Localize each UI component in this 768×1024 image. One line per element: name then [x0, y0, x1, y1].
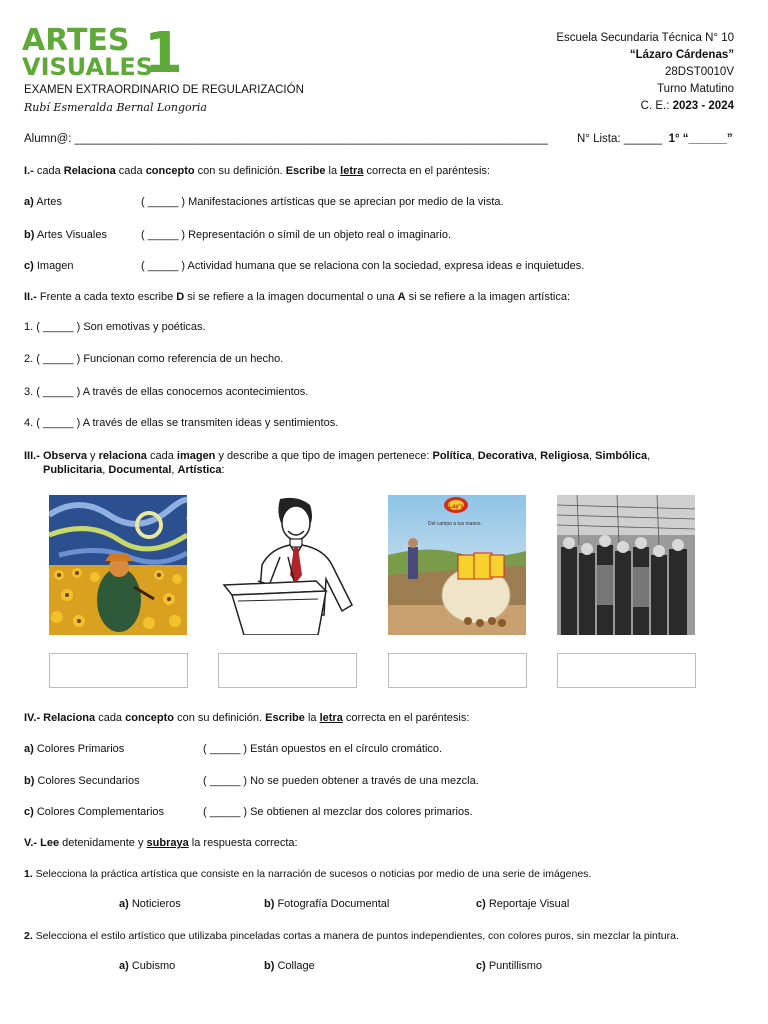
ad-brand: Lay's [448, 504, 464, 510]
instr-text: correcta en el paréntesis: [363, 165, 490, 177]
s2-item-3[interactable]: 3. ( _____ ) A través de ellas conocemos acontecimientos. [24, 386, 309, 398]
option-text: Collage [274, 960, 315, 972]
q2-option-a[interactable] [119, 960, 175, 972]
kw-concepto: concepto [145, 165, 195, 177]
option-text: Cubismo [128, 960, 176, 972]
section-3-number: III.- [24, 450, 40, 462]
kw-subraya: subraya [146, 837, 189, 849]
section-1-instructions [24, 165, 490, 177]
list-number-blank[interactable]: ______ [623, 133, 663, 145]
item-term: Imagen [36, 260, 74, 272]
q1-option-c[interactable] [476, 898, 569, 910]
s1-item-c [24, 260, 74, 272]
logo-line-1: ARTES [22, 23, 130, 58]
politician-podium-image [218, 495, 356, 635]
option-letter: b) [264, 960, 275, 972]
item-term: Colores Complementarios [36, 806, 165, 818]
section-3-instructions-line2: Publicitaria, Documental, Artística: [43, 464, 225, 476]
section-2-number: II.- [24, 291, 37, 303]
item-letter: b) [24, 229, 35, 241]
van-gogh-painting-image [49, 495, 187, 635]
instr-text: si se refiere a la imagen documental o una [184, 291, 398, 303]
s1-def-a[interactable]: ( _____ ) Manifestaciones artísticas que se aprecian por medio de la vista. [141, 196, 504, 208]
option-text: Noticieros [128, 898, 181, 910]
instr-text: la [304, 712, 320, 724]
option-letter: a) [119, 898, 129, 910]
item-term: Artes [36, 196, 62, 208]
ce-label: C. E.: [640, 100, 670, 112]
opt-documental: Documental [108, 464, 172, 476]
option-letter: c) [476, 960, 486, 972]
section-3-instructions-line1: III.- Observa y relaciona cada imagen y describe a que tipo de imagen pertenece: Política, Decorativa, Religiosa, Simbólica, [24, 450, 651, 462]
instr-text: cada [95, 712, 126, 724]
kw-lee: Lee [40, 837, 60, 849]
artes-visuales-logo [22, 21, 183, 86]
kw-d: D [176, 291, 185, 303]
opt-simbolica: Simbólica [595, 450, 648, 462]
q1-option-b[interactable] [264, 898, 389, 910]
logo-number: 1 [144, 21, 183, 86]
instr-text: con su definición. [174, 712, 266, 724]
item-term: Colores Secundarios [37, 775, 140, 787]
documentary-photo-image [557, 495, 695, 635]
school-cycle [556, 98, 734, 115]
kw-concepto: concepto [125, 712, 175, 724]
s1-item-b [24, 229, 107, 241]
item-term: Artes Visuales [36, 229, 107, 241]
kw-relaciona: relaciona [98, 450, 147, 462]
instr-text: detenidamente y [59, 837, 147, 849]
q1-option-a[interactable] [119, 898, 181, 910]
list-number-label: N° Lista: [577, 133, 621, 145]
grade-blank[interactable]: 1° “______” [668, 133, 733, 145]
instr-text: si se refiere a la imagen artística: [405, 291, 571, 303]
instr-text: cada [33, 165, 64, 177]
exam-title: EXAMEN EXTRAORDINARIO DE REGULARIZACIÓN [24, 84, 304, 96]
item-letter: c) [24, 260, 34, 272]
kw-imagen: imagen [176, 450, 216, 462]
opt-politica: Política [432, 450, 472, 462]
kw-escribe: Escribe [285, 165, 326, 177]
lays-ad-image [388, 495, 526, 635]
instr-text: y [86, 450, 99, 462]
kw-letra: letra [340, 165, 364, 177]
logo-line-2: VISUALES [22, 53, 154, 81]
student-name-row [24, 133, 548, 145]
section-1-number: I.- [24, 165, 34, 177]
option-text: Reportaje Visual [485, 898, 570, 910]
q1-number: 1. [24, 868, 33, 880]
s4-def-c[interactable]: ( _____ ) Se obtienen al mezclar dos colores primarios. [203, 806, 473, 818]
answer-box-4[interactable] [557, 653, 696, 688]
s4-def-b[interactable]: ( _____ ) No se pueden obtener a través de una mezcla. [203, 775, 479, 787]
q2-body: Selecciona el estilo artístico que utilizaba pinceladas cortas a manera de puntos independientes, con colores puros, sin mezclar la pintura. [32, 930, 679, 942]
section-2-instructions [24, 291, 570, 303]
instr-text: Frente a cada texto escribe [36, 291, 177, 303]
option-letter: a) [119, 960, 129, 972]
kw-relaciona: Relaciona [63, 165, 116, 177]
instr-text: cada [146, 450, 177, 462]
q2-option-b[interactable] [264, 960, 315, 972]
kw-relaciona: Relaciona [43, 712, 96, 724]
q1-body: Selecciona la práctica artística que consiste en la narración de sucesos o noticias por medio de una serie de imágenes. [32, 868, 592, 880]
school-alias: “Lázaro Cárdenas” [629, 49, 734, 61]
s2-item-2[interactable]: 2. ( _____ ) Funcionan como referencia de un hecho. [24, 353, 284, 365]
item-letter: a) [24, 743, 34, 755]
option-text: Puntillismo [485, 960, 543, 972]
q2-option-c[interactable] [476, 960, 542, 972]
school-name: Escuela Secundaria Técnica N° 10 [556, 32, 734, 44]
school-info [556, 30, 734, 115]
s2-item-4[interactable]: 4. ( _____ ) A través de ellas se transmiten ideas y sentimientos. [24, 417, 339, 429]
instr-text: correcta en el paréntesis: [342, 712, 470, 724]
item-letter: c) [24, 806, 34, 818]
answer-box-3[interactable] [388, 653, 527, 688]
opt-publicitaria: Publicitaria [43, 464, 103, 476]
teacher-name: Rubí Esmeralda Bernal Longoria [24, 101, 207, 114]
answer-box-2[interactable] [218, 653, 357, 688]
option-text: Fotografía Documental [274, 898, 390, 910]
instr-text: con su definición. [194, 165, 286, 177]
instr-text: la [325, 165, 341, 177]
opt-decorativa: Decorativa [477, 450, 535, 462]
ce-value: 2023 - 2024 [672, 100, 734, 112]
student-name-label: Alumn@: [24, 133, 72, 145]
ad-slogan: Del campo a tus manos. [428, 521, 482, 527]
s1-def-b[interactable]: ( _____ ) Representación o símil de un objeto real o imaginario. [141, 229, 452, 241]
list-number-row [577, 133, 733, 145]
section-4-instructions [24, 712, 469, 724]
option-letter: b) [264, 898, 275, 910]
answer-box-1[interactable] [49, 653, 188, 688]
s2-item-1[interactable]: 1. ( _____ ) Son emotivas y poéticas. [24, 321, 206, 333]
s4-item-a [24, 743, 124, 755]
opt-artistica: Artística [177, 464, 222, 476]
school-shift: Turno Matutino [657, 83, 734, 95]
section-5-instructions [24, 837, 298, 849]
student-name-blank[interactable]: __________________________________________________________________________ [74, 133, 548, 145]
item-term: Colores Primarios [36, 743, 125, 755]
q2-text [24, 930, 679, 942]
kw-observa: Observa [42, 450, 87, 462]
section-5-number: V.- [24, 837, 38, 849]
section-4-number: IV.- [24, 712, 41, 724]
q1-text [24, 868, 591, 880]
kw-letra: letra [319, 712, 343, 724]
item-letter: a) [24, 196, 34, 208]
s4-item-c [24, 806, 164, 818]
instr-text: y describe a que tipo de imagen pertenece: [215, 450, 433, 462]
item-letter: b) [24, 775, 35, 787]
instr-text: la respuesta correcta: [188, 837, 298, 849]
kw-a: A [397, 291, 406, 303]
option-letter: c) [476, 898, 486, 910]
instr-text: cada [115, 165, 146, 177]
school-code: 28DST0010V [664, 66, 734, 78]
q2-number: 2. [24, 930, 33, 942]
s1-def-c[interactable]: ( _____ ) Actividad humana que se relaciona con la sociedad, expresa ideas e inquietudes. [141, 260, 585, 272]
opt-religiosa: Religiosa [540, 450, 590, 462]
s1-item-a [24, 196, 62, 208]
s4-item-b [24, 775, 140, 787]
s4-def-a[interactable]: ( _____ ) Están opuestos en el círculo cromático. [203, 743, 443, 755]
kw-escribe: Escribe [265, 712, 305, 724]
